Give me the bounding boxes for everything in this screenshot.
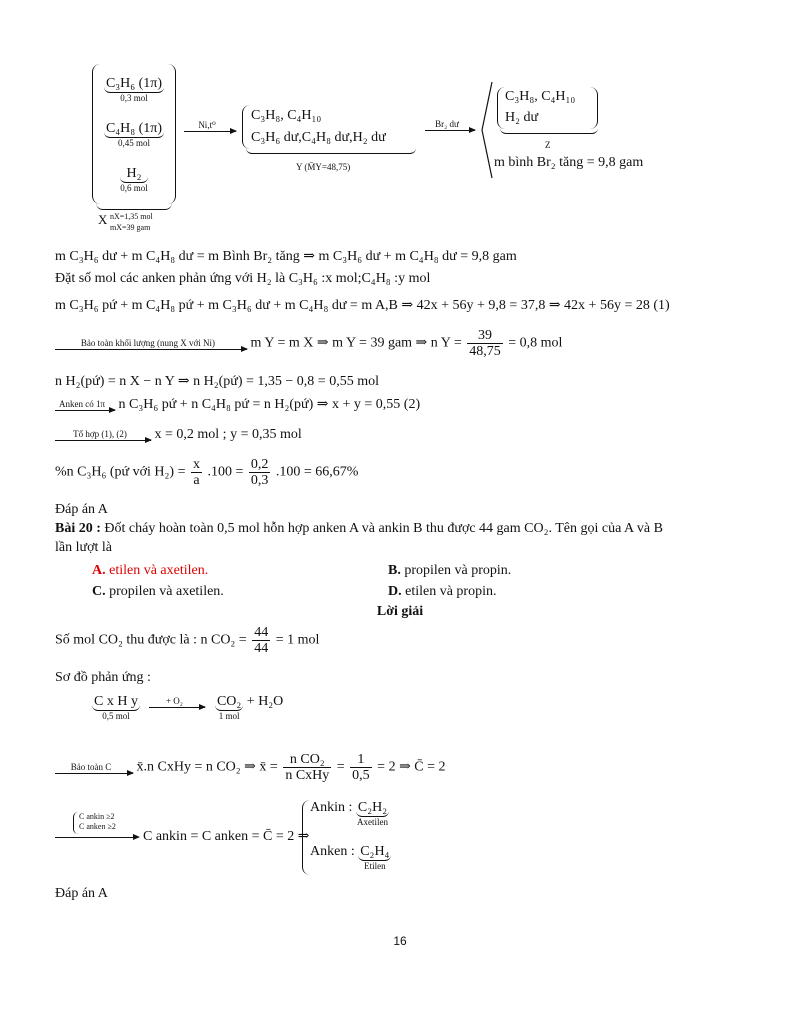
x-label: X [98,212,108,227]
calc-line-3: m C₃H₆ pứ + m C₄H₈ pứ + m C₃H₆ dư + m C₄H₈ dư = m A,B ⇒ 42x + 56y + 9,8 = 37,8 ⇒ 42x + 56y = 28 (1) [55,298,670,313]
calc-line-8: %n C₃H₆ (pứ với H₂) = $\frac{x}{a}$ .100 = $\frac{0,2}{0,3}$ .100 = 66,67% [55,457,359,488]
calc-line-2: Đặt số mol các anken phản ứng với H₂ là C₃H₆ :x mol;C₄H₈ :y mol [55,271,431,286]
x-info-1: nX=1,35 mol [110,212,153,221]
arrow-br2: Br₂ dư [425,117,475,133]
calc-line-6: Anken có 1π n C₃H₆ pứ + n C₄H₈ pứ = n H₂(pứ) ⇒ x + y = 0,55 (2) [55,396,420,413]
z-label: Z [545,140,551,150]
x-info-2: mX=39 gam [110,223,151,232]
angle-bracket [480,80,494,180]
y-underbrace [246,148,416,154]
problem-20-text-2: lần lượt là [55,540,112,555]
solution-heading: Lời giải [376,604,424,619]
reaction-scheme: C x H y 0,5 mol + O₂ CO₂ 1 mol + H₂O [94,694,284,721]
option-a: A. etilen và axetilen. [92,563,209,578]
y-line-1: C₃H₈, C₄H₁₀ [251,108,322,123]
option-b: B. propilen và propin. [388,563,512,578]
x-underbrace [96,203,172,210]
x-item-2: C₄H₈ (1π) 0,45 mol [105,121,163,148]
y-label: Y (M̄Y=48,75) [296,162,351,172]
y-line-2: C₃H₆ dư,C₄H₈ dư,H₂ dư [251,130,386,145]
calc-line-1: m C₃H₆ dư + m C₄H₈ dư = m Bình Br₂ tăng ⇒ m C₃H₆ dư + m C₄H₈ dư = 9,8 gam [55,249,517,264]
option-c: C. propilen và axetilen. [92,584,224,599]
calc-line-4: Bảo toàn khối lượng (nung X với Ni) m Y = m X ⇒ m Y = 39 gam ⇒ n Y = $\frac{39}{48,75}$ = 0,8 mol [55,328,562,359]
option-d: D. etilen và propin. [388,584,497,599]
y-brace [242,105,250,149]
z-brace-right [590,87,598,129]
anken-row: Anken : C₂H₄ Etilen [310,844,390,871]
page-number: 16 [393,934,407,948]
solution-line-2: Sơ đồ phản ứng : [55,670,151,685]
answer-1: Đáp án A [55,502,108,517]
ankin-anken-brace [302,800,310,875]
x-brace-right [167,64,176,204]
z-line-1: C₃H₈, C₄H₁₀ [505,89,576,104]
solution-line-4: Bảo toàn C x̄.n CxHy = n CO₂ ⇒ x̄ = $\frac{\text{n CO₂}}{\text{n CxHy}}$ = $\frac{1}{0,5}$ = 2 ⇒ C̄ = 2 [55,752,446,783]
problem-20-text: Bài 20 : Đốt cháy hoàn toàn 0,5 mol hỗn hợp anken A và ankin B thu được 44 gam CO₂. Tên gọi của A và B [55,521,663,536]
x-item-1: C₃H₆ (1π) 0,3 mol [105,76,163,103]
calc-line-5: n H₂(pứ) = n X − n Y ⇒ n H₂(pứ) = 1,35 − 0,8 = 0,55 mol [55,374,379,389]
answer-2: Đáp án A [55,886,108,901]
arrow-ni: Ni,t⁰ [184,118,236,134]
solution-line-1: Số mol CO₂ thu được là : n CO₂ = $\frac{44}{44}$ = 1 mol [55,625,320,656]
calc-line-7: Tổ hợp (1), (2) x = 0,2 mol ; y = 0,35 mol [55,427,302,443]
z-brace-left [497,87,505,129]
z-underbrace [500,128,598,134]
ankin-row: Ankin : C₂H₂ Axetilen [310,800,388,827]
br-increase-line: m bình Br₂ tăng = 9,8 gam [494,155,644,170]
z-line-2: H₂ dư [505,110,539,125]
x-item-3: H₂ 0,6 mol [120,166,148,193]
